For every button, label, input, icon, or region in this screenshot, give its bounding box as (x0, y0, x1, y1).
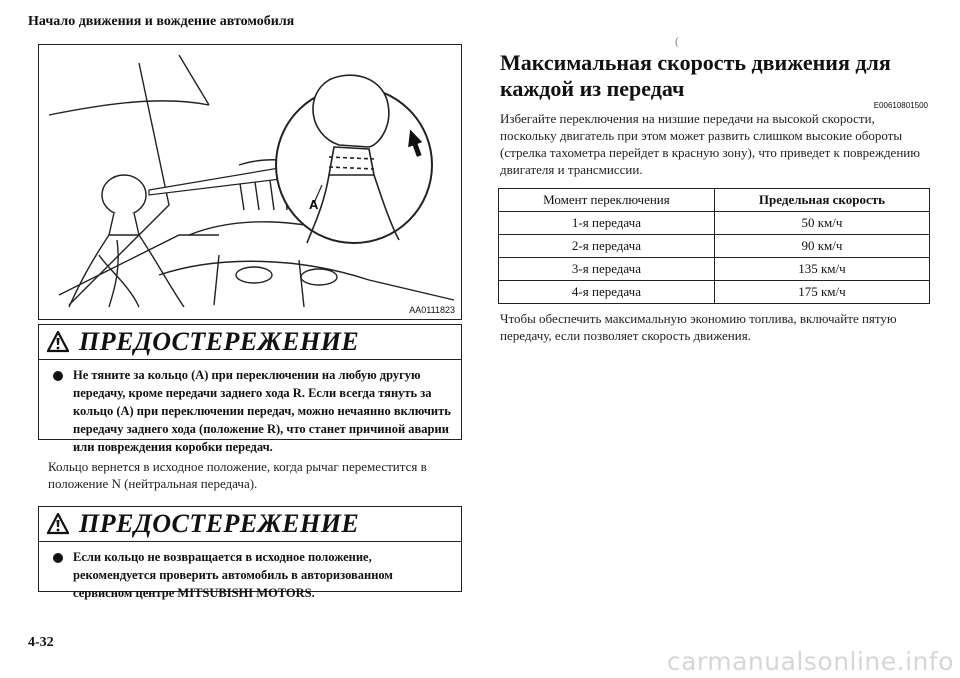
warning-box-ring (38, 324, 462, 454)
gear-lever-drawing (39, 45, 461, 319)
running-head: Начало движения и вождение автомобиля (28, 14, 295, 29)
ring-return-paragraph: Кольцо вернется в исходное положение, когда рычаг переместится в положение N (нейтральная передача). (48, 459, 427, 491)
section-title: Максимальная скорость движения для каждой из передач (500, 50, 891, 101)
warning-text: Не тяните за кольцо (А) при переключении на любую другую передачу, кроме передачи заднего хода R. Если всегда тянуть за кольцо (А) при переключении передач, можно нечаянно включить передачу заднего хода (положение R), что станет причиной аварии или повреждения коробки передач. (73, 368, 451, 454)
warning-box-service (38, 506, 462, 600)
warning-header (39, 507, 461, 542)
bullet-icon (53, 371, 63, 381)
warning-title: ПРЕДОСТЕРЕЖЕНИЕ (79, 327, 360, 356)
gear-cell: 3-я передача (499, 258, 715, 281)
gear-cell: 4-я передача (499, 281, 715, 304)
figure-code: AA0111823 (409, 305, 455, 315)
watermark: carmanualsonline.info (666, 647, 954, 676)
gear-cell: 1-я передача (499, 212, 715, 235)
table-row (499, 258, 930, 281)
speed-cell: 90 км/ч (714, 235, 929, 258)
table-header-row (499, 189, 930, 212)
column-header-max-speed: Предельная скорость (714, 189, 929, 212)
section-code: E00610801500 (873, 101, 928, 110)
warning-triangle-icon (47, 331, 69, 353)
scan-mark: ( (675, 34, 679, 48)
gear-lever-illustration (38, 44, 462, 320)
warning-header (39, 325, 461, 360)
fuel-economy-note: Чтобы обеспечить максимальную экономию топлива, включайте пятую передачу, если позволяет скорость движения. (500, 311, 897, 343)
speed-cell: 175 км/ч (714, 281, 929, 304)
table-row (499, 281, 930, 304)
section-intro: Избегайте переключения на низшие передачи на высокой скорости, поскольку двигатель при этом может развить слишком высокие обороты (стрелка тахометра перейдет в красную зону), что приведет к повреждению двигателя и трансмиссии. (500, 111, 920, 177)
max-speed-table (498, 188, 930, 304)
column-header-shift-moment: Момент переключения (499, 189, 715, 212)
table-row (499, 212, 930, 235)
bullet-icon (53, 553, 63, 563)
page-number: 4-32 (28, 635, 54, 650)
callout-label: A (309, 197, 319, 212)
warning-title: ПРЕДОСТЕРЕЖЕНИЕ (79, 509, 360, 538)
warning-triangle-icon (47, 513, 69, 535)
speed-cell: 50 км/ч (714, 212, 929, 235)
speed-cell: 135 км/ч (714, 258, 929, 281)
warning-text: Если кольцо не возвращается в исходное положение, рекомендуется проверить автомобиль в авторизованном сервисном центре MITSUBISHI MOTORS. (73, 550, 393, 600)
table-row (499, 235, 930, 258)
gear-cell: 2-я передача (499, 235, 715, 258)
